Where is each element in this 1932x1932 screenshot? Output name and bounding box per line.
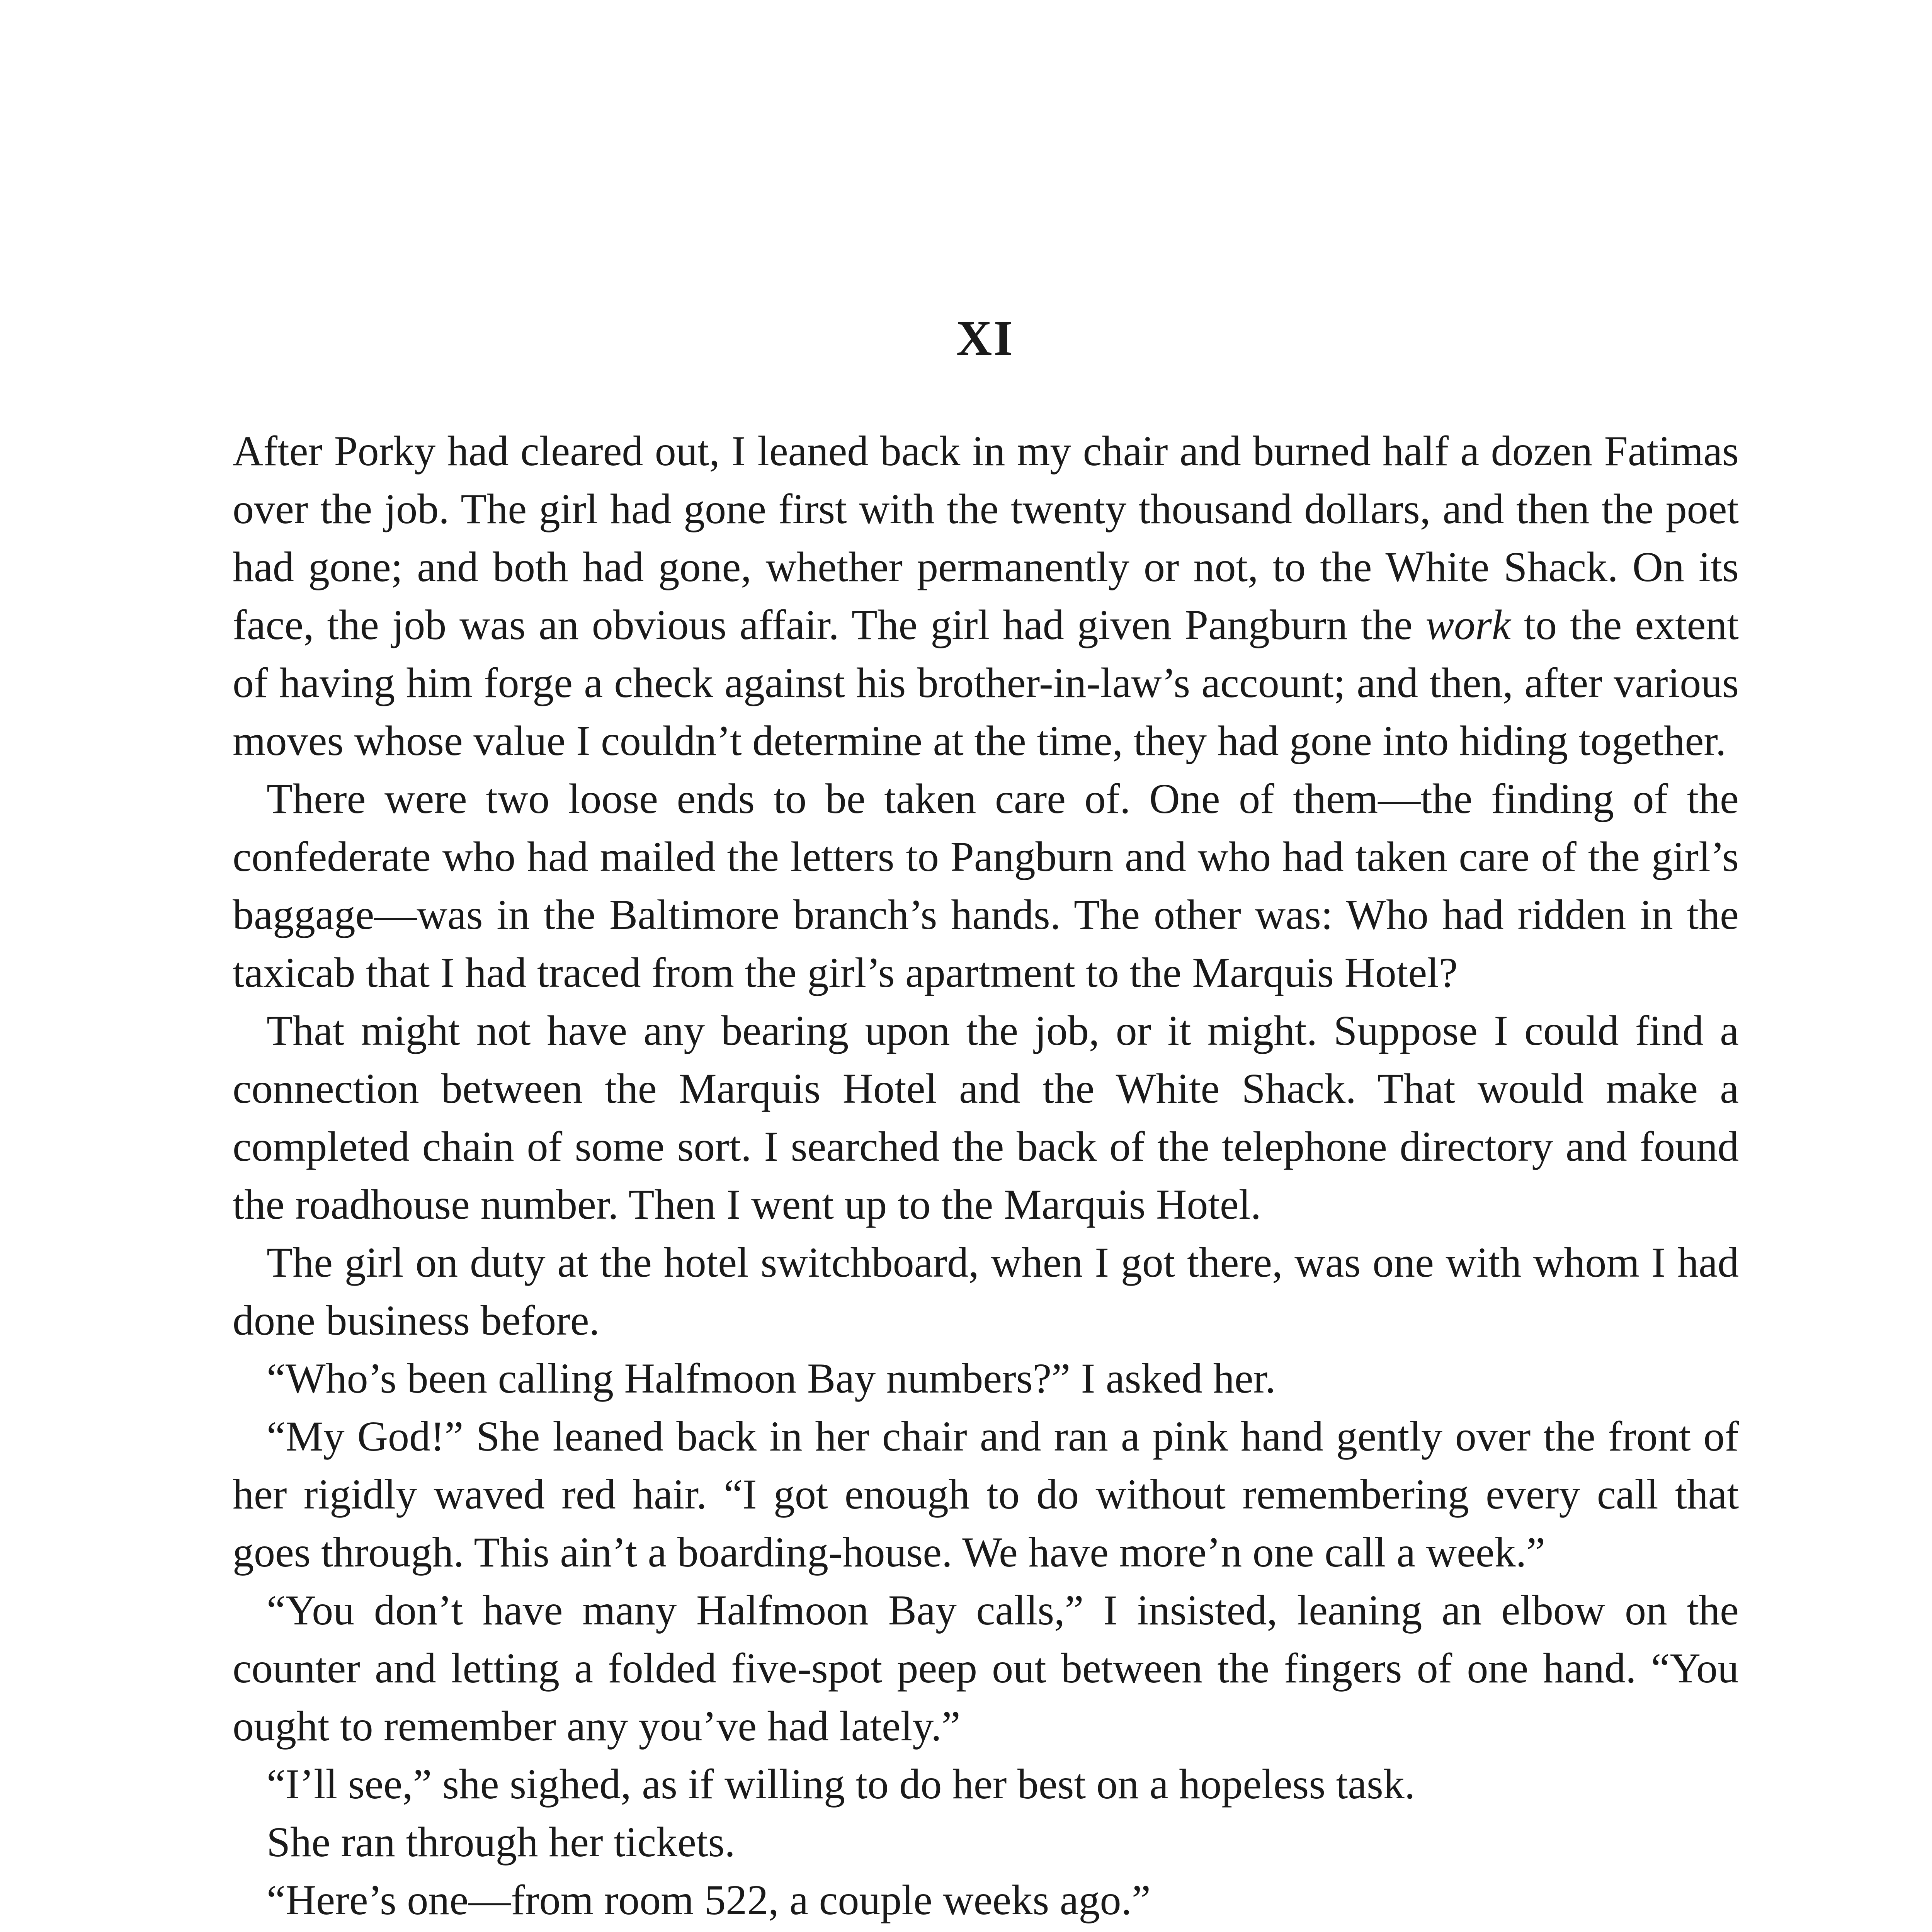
chapter-body — [233, 422, 1739, 1932]
paragraph — [233, 422, 1739, 770]
paragraph — [233, 1871, 1739, 1929]
emphasis-text: work — [1425, 601, 1511, 648]
paragraph-text: She ran through her tickets. — [267, 1818, 735, 1866]
chapter-title: XI — [956, 311, 1015, 366]
paragraph — [233, 1929, 1739, 1932]
paragraph-text: After Porky had cleared out, I leaned back in my chair and burned half a dozen Fatimas over the job. The girl had gone first with the twenty thousand dollars, and then the poet had gone; and both had gone, whether permanently or not, to the White Shack. On its face, the job was an obvious affair. The girl had given Pangburn the — [233, 427, 1739, 648]
paragraph — [233, 1581, 1739, 1755]
paragraph-text: to the extent of having him forge a check against his brother-in-law’s account; and then, after various moves whose value I couldn’t determine at the time, they had gone into hiding together. — [233, 601, 1739, 764]
paragraph-text: “Here’s one—from room 522, a couple weeks ago.” — [267, 1876, 1151, 1923]
paragraph — [233, 1233, 1739, 1349]
paragraph — [233, 1407, 1739, 1581]
paragraph-text: The girl on duty at the hotel switchboard, when I got there, was one with whom I had done business before. — [233, 1239, 1739, 1344]
paragraph — [233, 770, 1739, 1002]
paragraph — [233, 1813, 1739, 1871]
paragraph-text: “I’ll see,” she sighed, as if willing to do her best on a hopeless task. — [267, 1760, 1415, 1808]
paragraph-text: “Who’s been calling Halfmoon Bay numbers?” I asked her. — [267, 1355, 1276, 1402]
paragraph-text: “My God!” She leaned back in her chair and ran a pink hand gently over the front of her rigidly waved red hair. “I got enough to do without remembering every call that goes through. This ain’t a boarding-house. We have more’n one call a week.” — [233, 1413, 1739, 1576]
paragraph-text: That might not have any bearing upon the job, or it might. Suppose I could find a connection between the Marquis Hotel and the White Shack. That would make a completed chain of some sort. I searched the back of the telephone directory and found the roadhouse number. Then I went up to the Marquis Hotel. — [233, 1007, 1739, 1228]
paragraph — [233, 1002, 1739, 1233]
paragraph — [233, 1755, 1739, 1813]
paragraph — [233, 1349, 1739, 1407]
paragraph-text: There were two loose ends to be taken care of. One of them—the finding of the confederate who had mailed the letters to Pangburn and who had taken care of the girl’s baggage—was in the Baltimore branch’s hands. The other was: Who had ridden in the taxicab that I had traced from the girl’s apartment to the Marquis Hotel? — [233, 775, 1739, 996]
paragraph-text: “You don’t have many Halfmoon Bay calls,” I insisted, leaning an elbow on the counter and letting a folded five-spot peep out between the fingers of one hand. “You ought to remember any you’ve had lately.” — [233, 1587, 1739, 1750]
